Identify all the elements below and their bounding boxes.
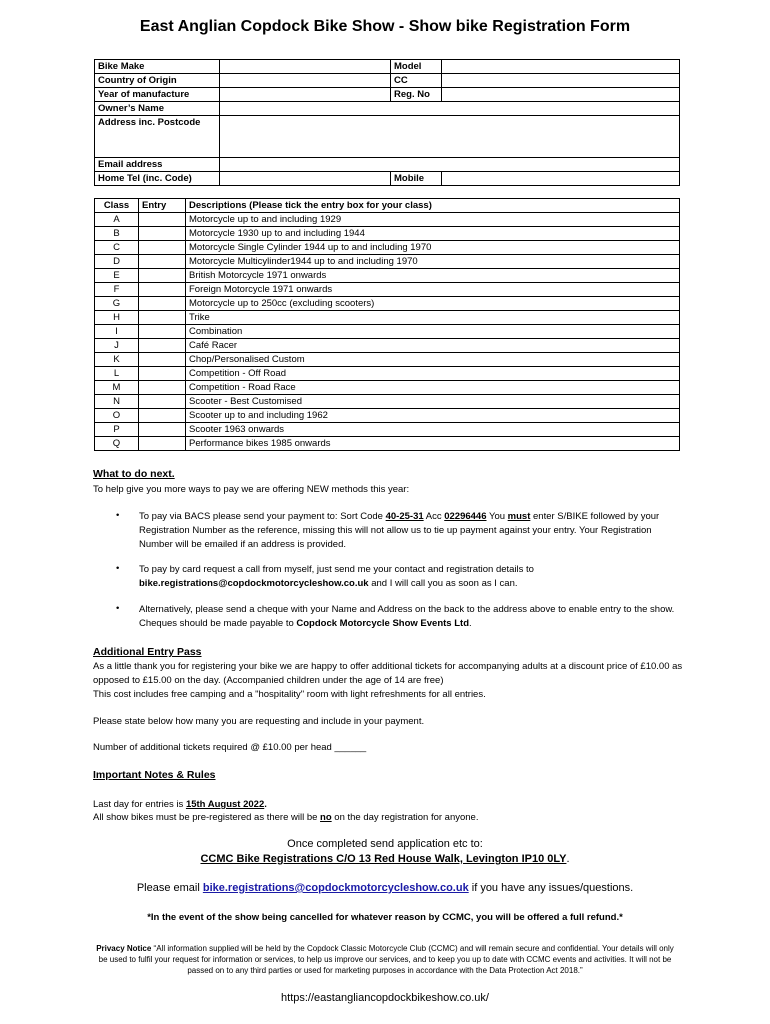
table-row bbox=[95, 395, 680, 409]
bullet-1: • bbox=[116, 510, 120, 521]
entry-checkbox-cell[interactable] bbox=[139, 213, 186, 227]
pre-register-note: All show bikes must be pre-registered as there will be no on the day registration for anyone. bbox=[93, 812, 479, 823]
class-description: Competition - Off Road bbox=[186, 367, 680, 381]
table-row bbox=[95, 241, 680, 255]
owner-field[interactable] bbox=[220, 102, 680, 116]
class-header: Class bbox=[95, 199, 139, 213]
table-row bbox=[95, 227, 680, 241]
email-label: Email address bbox=[95, 158, 220, 172]
table-row bbox=[95, 255, 680, 269]
class-letter: M bbox=[95, 381, 139, 395]
class-description: Motorcycle up to and including 1929 bbox=[186, 213, 680, 227]
additional-tickets-line: Number of additional tickets required @ £10.00 per head ______ bbox=[93, 742, 367, 753]
class-letter: N bbox=[95, 395, 139, 409]
additional-pass-camping: This cost includes free camping and a "hospitality" room with light refreshments for all entries. bbox=[93, 689, 486, 700]
class-letter: J bbox=[95, 339, 139, 353]
notes-heading: Important Notes & Rules bbox=[93, 769, 216, 781]
send-address: CCMC Bike Registrations C/O 13 Red House Walk, Levington IP10 0LY. bbox=[200, 853, 570, 865]
class-description: Combination bbox=[186, 325, 680, 339]
table-row bbox=[95, 353, 680, 367]
table-row bbox=[95, 213, 680, 227]
table-row bbox=[95, 381, 680, 395]
class-letter: F bbox=[95, 283, 139, 297]
home-tel-field[interactable] bbox=[220, 172, 391, 186]
class-rows bbox=[95, 213, 680, 451]
class-description: Motorcycle Multicylinder1944 up to and including 1970 bbox=[186, 255, 680, 269]
reg-no-field[interactable] bbox=[442, 88, 680, 102]
entry-checkbox-cell[interactable] bbox=[139, 325, 186, 339]
privacy-notice: Privacy Notice “All information supplied will be held by the Copdock Classic Motorcycle Club (CCMC) and will remain secure and confidential. Your details will only be used to fulfil your request for information or services, to help us improve our services, and to keep you up to date with CCMC events and activities. It will not be passed on to any third parties or used for marketing purposes in accordance with the Data Protection Act 2018.” bbox=[96, 944, 674, 975]
class-description: Scooter 1963 onwards bbox=[186, 423, 680, 437]
last-day-note: Last day for entries is 15th August 2022. bbox=[93, 799, 267, 810]
address-field[interactable] bbox=[220, 116, 680, 158]
entry-checkbox-cell[interactable] bbox=[139, 367, 186, 381]
what-next-intro: To help give you more ways to pay we are offering NEW methods this year: bbox=[93, 484, 410, 495]
class-description: Motorcycle 1930 up to and including 1944 bbox=[186, 227, 680, 241]
country-label: Country of Origin bbox=[95, 74, 220, 88]
entry-checkbox-cell[interactable] bbox=[139, 409, 186, 423]
class-table bbox=[94, 198, 680, 451]
table-row bbox=[95, 437, 680, 451]
cc-label: CC bbox=[391, 74, 442, 88]
footer-url[interactable]: https://eastangliancopdockbikeshow.co.uk/ bbox=[281, 992, 489, 1004]
email-field[interactable] bbox=[220, 158, 680, 172]
what-next-heading: What to do next. bbox=[93, 468, 175, 480]
table-row bbox=[95, 367, 680, 381]
cancellation-note: *In the event of the show being cancelled for whatever reason by CCMC, you will be offered a full refund.* bbox=[147, 912, 623, 923]
reg-no-label: Reg. No bbox=[391, 88, 442, 102]
additional-pass-request: Please state below how many you are requesting and include in your payment. bbox=[93, 716, 425, 727]
table-row bbox=[95, 269, 680, 283]
bike-make-label: Bike Make bbox=[95, 60, 220, 74]
class-description: Scooter up to and including 1962 bbox=[186, 409, 680, 423]
bike-make-field[interactable] bbox=[220, 60, 391, 74]
mobile-label: Mobile bbox=[391, 172, 442, 186]
bacs-instructions: To pay via BACS please send your payment to: Sort Code 40-25-31 Acc 02296446 You must enter S/BIKE followed by your Registration Number as the reference, missing this will not allow us to tie up payment against your entry. Your Registration Number will be emailed if an address is provided. bbox=[139, 511, 660, 550]
class-letter: B bbox=[95, 227, 139, 241]
entry-checkbox-cell[interactable] bbox=[139, 255, 186, 269]
table-row bbox=[95, 423, 680, 437]
class-letter: D bbox=[95, 255, 139, 269]
class-description: Competition - Road Race bbox=[186, 381, 680, 395]
page-title: East Anglian Copdock Bike Show - Show bike Registration Form bbox=[139, 18, 631, 35]
model-label: Model bbox=[391, 60, 442, 74]
class-letter: E bbox=[95, 269, 139, 283]
cc-field[interactable] bbox=[442, 74, 680, 88]
contact-email-link[interactable]: bike.registrations@copdockmotorcycleshow.co.uk bbox=[202, 882, 469, 894]
entry-checkbox-cell[interactable] bbox=[139, 241, 186, 255]
bullet-2: • bbox=[116, 563, 120, 574]
class-description: Scooter - Best Customised bbox=[186, 395, 680, 409]
model-field[interactable] bbox=[442, 60, 680, 74]
class-description: Performance bikes 1985 onwards bbox=[186, 437, 680, 451]
class-description: Trike bbox=[186, 311, 680, 325]
email-contact-line: Please email bike.registrations@copdockmotorcycleshow.co.uk if you have any issues/questions. bbox=[136, 882, 634, 894]
bullet-3: • bbox=[116, 603, 120, 614]
class-letter: Q bbox=[95, 437, 139, 451]
registration-details-table bbox=[94, 59, 680, 186]
table-row bbox=[95, 297, 680, 311]
class-letter: C bbox=[95, 241, 139, 255]
entry-checkbox-cell[interactable] bbox=[139, 353, 186, 367]
class-description: Chop/Personalised Custom bbox=[186, 353, 680, 367]
entry-checkbox-cell[interactable] bbox=[139, 269, 186, 283]
entry-checkbox-cell[interactable] bbox=[139, 339, 186, 353]
class-letter: A bbox=[95, 213, 139, 227]
entry-checkbox-cell[interactable] bbox=[139, 423, 186, 437]
additional-pass-text: As a little thank you for registering your bike we are happy to offer additional tickets for accompanying adults at a discount price of £10.00 as opposed to £15.00 on the day. (Accompanied children under the age of 14 are free) bbox=[93, 661, 683, 686]
class-description: Café Racer bbox=[186, 339, 680, 353]
table-row bbox=[95, 311, 680, 325]
entry-checkbox-cell[interactable] bbox=[139, 311, 186, 325]
mobile-field[interactable] bbox=[442, 172, 680, 186]
additional-pass-heading: Additional Entry Pass bbox=[93, 646, 202, 658]
class-description: British Motorcycle 1971 onwards bbox=[186, 269, 680, 283]
entry-checkbox-cell[interactable] bbox=[139, 381, 186, 395]
entry-checkbox-cell[interactable] bbox=[139, 297, 186, 311]
class-description: Motorcycle up to 250cc (excluding scooters) bbox=[186, 297, 680, 311]
description-header: Descriptions (Please tick the entry box for your class) bbox=[186, 199, 680, 213]
owner-label: Owner’s Name bbox=[95, 102, 220, 116]
card-instructions: To pay by card request a call from myself, just send me your contact and registration details to bike.registrations@copdockmotorcycleshow.co.uk and I will call you as soon as I can. bbox=[139, 564, 534, 589]
cheque-instructions: Alternatively, please send a cheque with your Name and Address on the back to the address above to enable entry to the show. Cheques should be made payable to Copdock Motorcycle Show Events Ltd. bbox=[139, 604, 675, 629]
class-letter: L bbox=[95, 367, 139, 381]
entry-checkbox-cell[interactable] bbox=[139, 227, 186, 241]
table-row bbox=[95, 409, 680, 423]
entry-checkbox-cell[interactable] bbox=[139, 437, 186, 451]
table-row bbox=[95, 283, 680, 297]
class-description: Motorcycle Single Cylinder 1944 up to and including 1970 bbox=[186, 241, 680, 255]
year-label: Year of manufacture bbox=[95, 88, 220, 102]
table-row bbox=[95, 325, 680, 339]
table-row bbox=[95, 339, 680, 353]
send-to-line: Once completed send application etc to: bbox=[287, 838, 483, 850]
class-letter: I bbox=[95, 325, 139, 339]
class-letter: K bbox=[95, 353, 139, 367]
class-letter: P bbox=[95, 423, 139, 437]
address-label: Address inc. Postcode bbox=[95, 116, 220, 158]
year-field[interactable] bbox=[220, 88, 391, 102]
class-letter: G bbox=[95, 297, 139, 311]
entry-header: Entry bbox=[139, 199, 186, 213]
country-field[interactable] bbox=[220, 74, 391, 88]
entry-checkbox-cell[interactable] bbox=[139, 283, 186, 297]
entry-checkbox-cell[interactable] bbox=[139, 395, 186, 409]
home-tel-label: Home Tel (inc. Code) bbox=[95, 172, 220, 186]
class-description: Foreign Motorcycle 1971 onwards bbox=[186, 283, 680, 297]
class-letter: O bbox=[95, 409, 139, 423]
class-letter: H bbox=[95, 311, 139, 325]
